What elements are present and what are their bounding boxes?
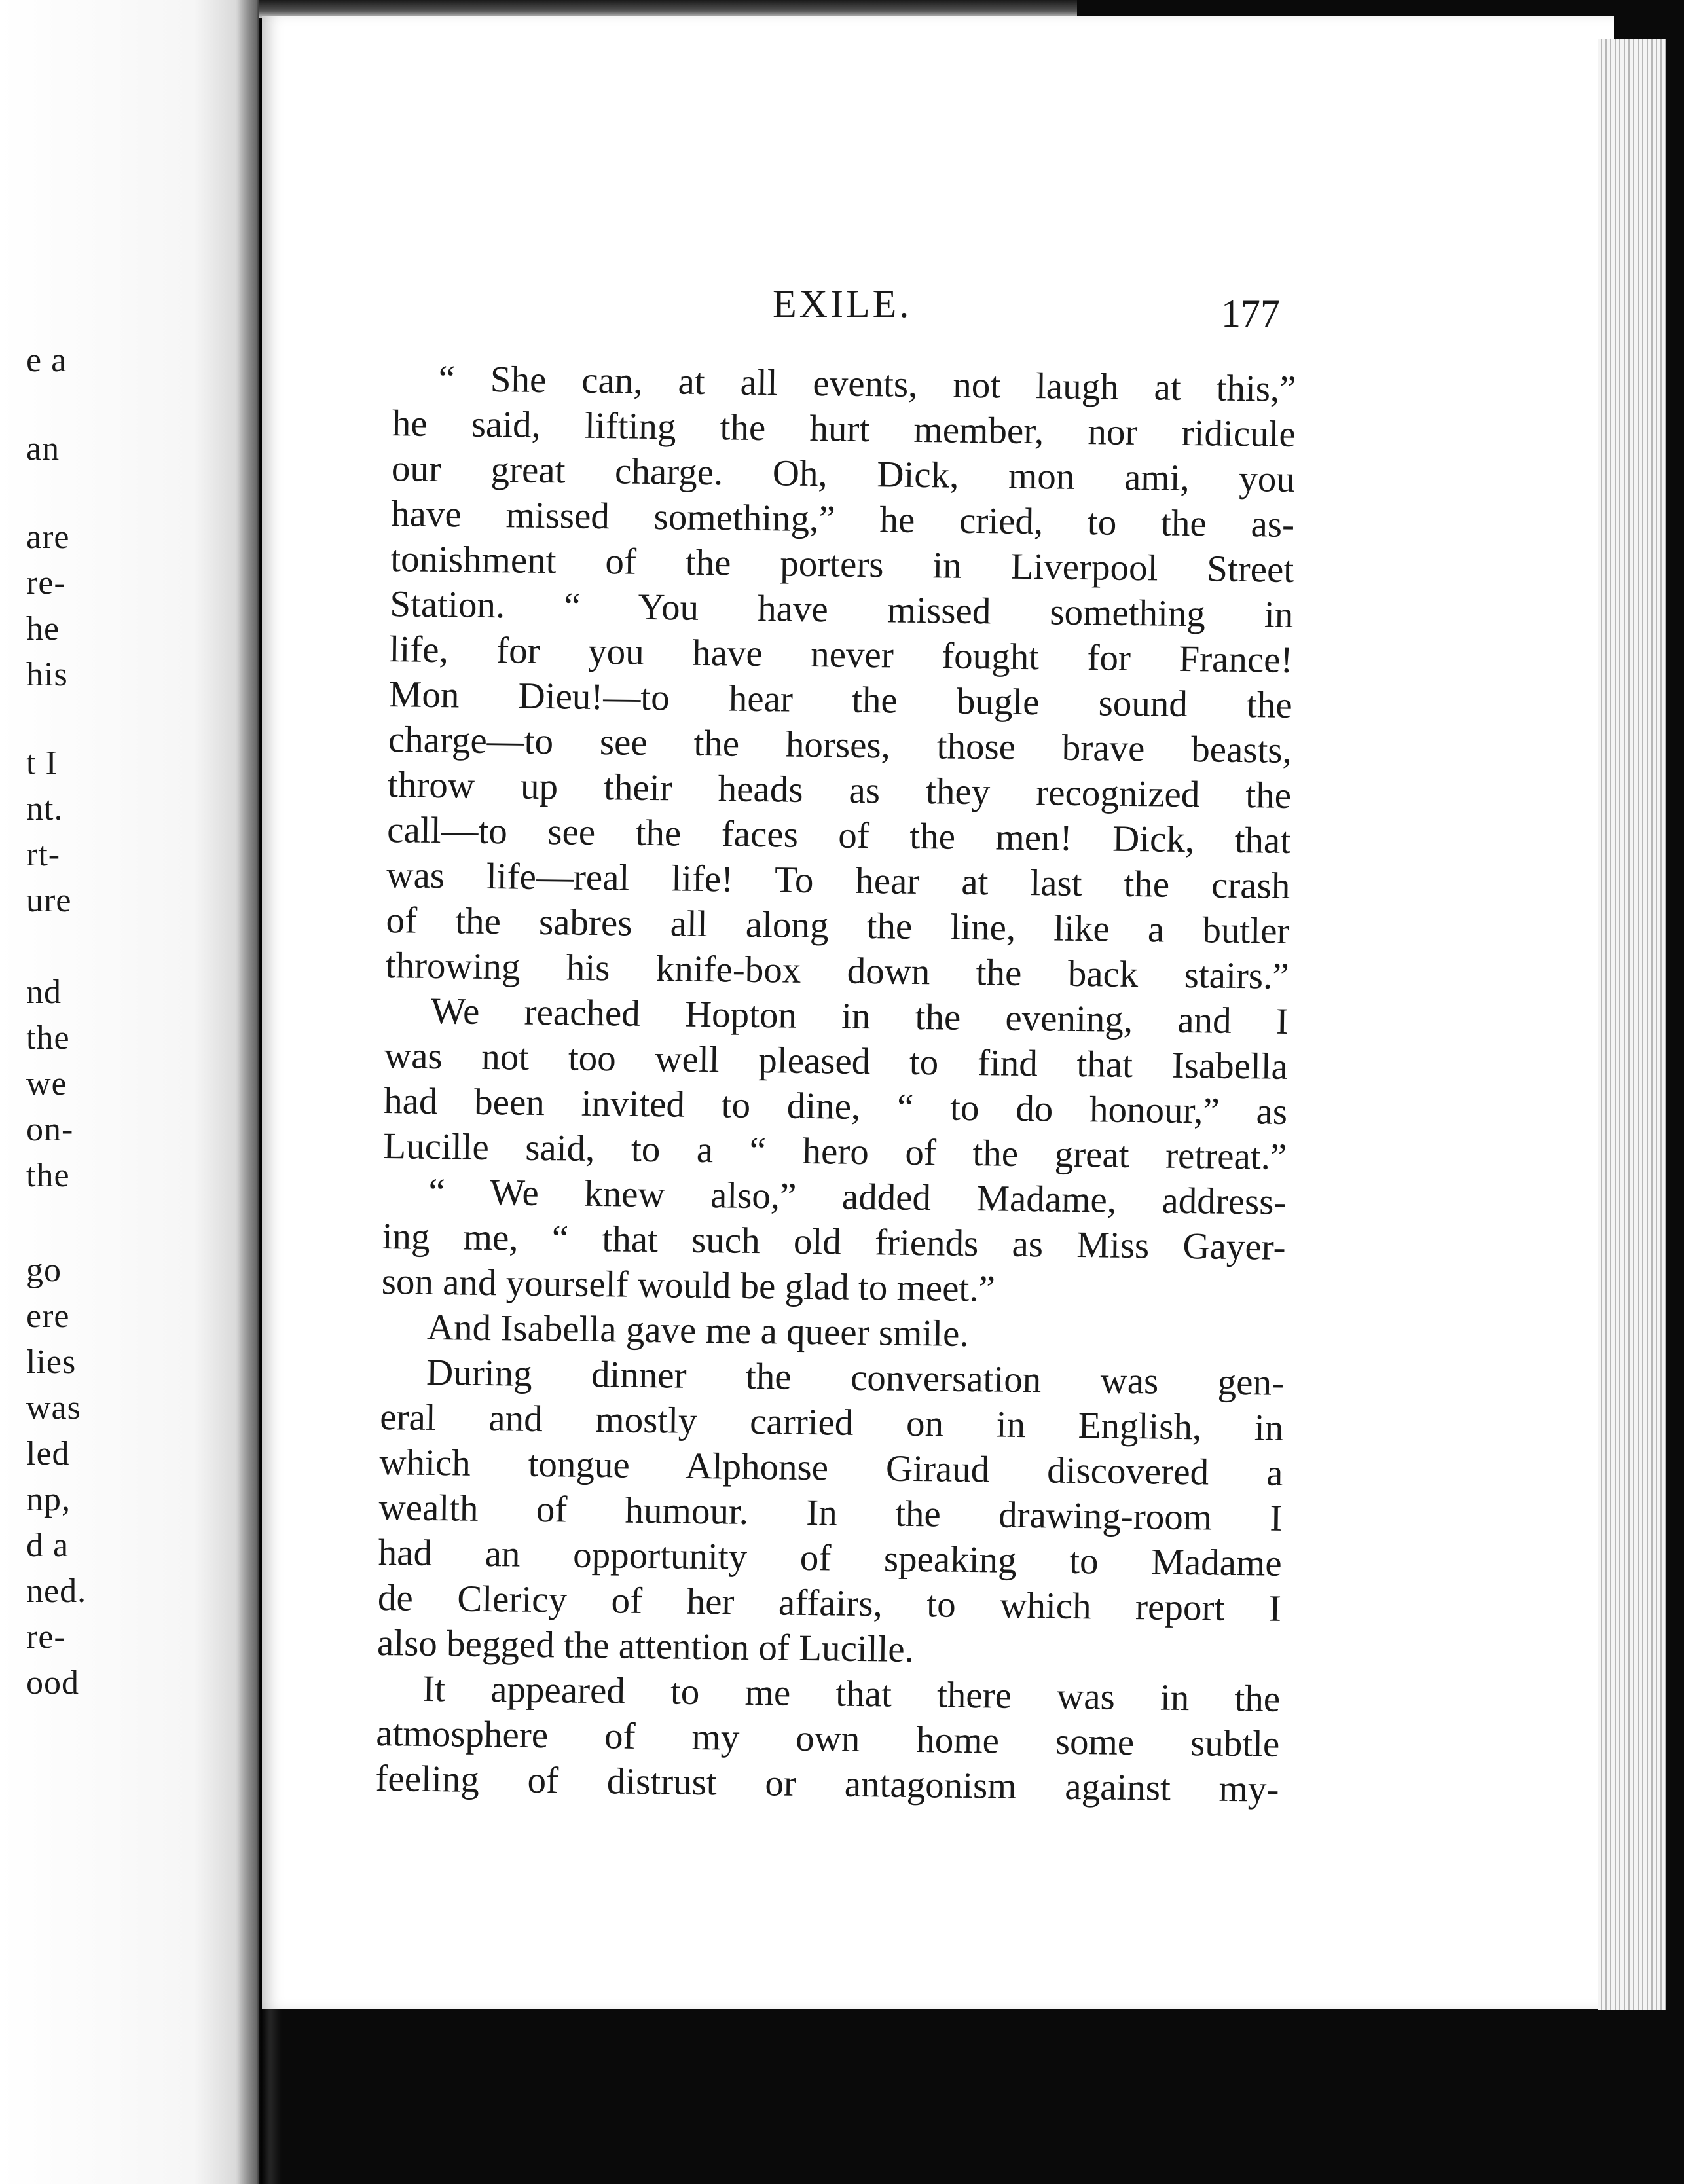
text-line-content: charge—to see the horses, those brave beasts, xyxy=(388,719,1292,771)
left-page-fragment: d a xyxy=(26,1527,69,1564)
text-line-content: he said, lifting the hurt member, nor ridicule xyxy=(392,403,1296,455)
text-line-content: was life—real life! To hear at last the crash xyxy=(386,854,1290,907)
text-line-content: “ She can, at all events, not laugh at this,” xyxy=(438,357,1296,410)
left-page-fragment: on- xyxy=(26,1111,74,1148)
text-line-content: feeling of distrust or antagonism against my- xyxy=(375,1757,1279,1810)
page-fore-edge xyxy=(1598,39,1666,2010)
left-page-fragment: the xyxy=(26,1019,70,1057)
text-line-content: life, for you have never fought for France! xyxy=(389,628,1293,681)
left-page-fragment: he xyxy=(26,610,60,647)
running-header: EXILE. xyxy=(773,282,912,325)
text-line-content: And Isabella gave me a queer smile. xyxy=(426,1306,970,1355)
left-page-fragment: nd xyxy=(26,974,62,1011)
body-text xyxy=(375,355,1296,1812)
left-page-fragment: re- xyxy=(26,564,66,602)
left-page-fragment: lies xyxy=(26,1343,77,1381)
left-page-fragment: was xyxy=(26,1389,81,1427)
left-page-fragment: an xyxy=(26,430,60,467)
text-line-content: was not too well pleased to find that Isabella xyxy=(384,1035,1289,1087)
text-line-content: eral and mostly carried on in English, in xyxy=(379,1396,1284,1449)
text-line-content: had an opportunity of speaking to Madame xyxy=(378,1532,1283,1584)
text-line-content: which tongue Alphonse Giraud discovered a xyxy=(379,1442,1283,1494)
left-page-fragment: ned. xyxy=(26,1573,87,1610)
left-page-fragment: ere xyxy=(26,1298,70,1335)
left-page-fragment: we xyxy=(26,1065,67,1102)
text-line-content: of the sabres all along the line, like a butler xyxy=(386,900,1290,952)
text-line-content: Mon Dieu!—to hear the bugle sound the xyxy=(388,674,1293,726)
left-page-fragment: the xyxy=(26,1157,70,1194)
text-line-content: tonishment of the porters in Liverpool Street xyxy=(390,538,1294,591)
text-line-content: Lucille said, to a “ hero of the great retreat.” xyxy=(382,1125,1287,1178)
text-line-content: “ We knew also,” added Madame, address- xyxy=(428,1171,1287,1223)
left-page-fragment: e a xyxy=(26,342,67,379)
text-line-content: During dinner the conversation was gen- xyxy=(426,1351,1285,1404)
text-line-content: throwing his knife-box down the back stairs.” xyxy=(385,945,1290,997)
text-line-content: son and yourself would be glad to meet.” xyxy=(381,1261,996,1310)
left-page-fragment: rt- xyxy=(26,836,61,873)
text-line-content: also begged the attention of Lucille. xyxy=(376,1622,915,1671)
text-line-content: had been invited to dine, “ to do honour,” as xyxy=(383,1080,1288,1133)
left-page-fragment: nt. xyxy=(26,790,64,828)
text-line-content: our great charge. Oh, Dick, mon ami, you xyxy=(391,448,1296,500)
left-page-fragment: go xyxy=(26,1252,62,1289)
left-page-fragment: his xyxy=(26,656,68,693)
left-page-fragment: t I xyxy=(26,744,58,782)
left-page xyxy=(0,0,259,2184)
left-page-fragment: re- xyxy=(26,1618,66,1656)
text-line-content: wealth of humour. In the drawing-room I xyxy=(378,1487,1283,1539)
left-page-fragment: np, xyxy=(26,1481,71,1518)
text-line-content: call—to see the faces of the men! Dick, that xyxy=(386,809,1291,862)
text-line-content: It appeared to me that there was in the xyxy=(422,1667,1281,1720)
text-line-content: have missed something,” he cried, to the as- xyxy=(390,493,1295,545)
left-page-fragment: ure xyxy=(26,882,72,919)
text-line-content: de Clericy of her affairs, to which report I xyxy=(377,1577,1282,1629)
left-page-fragment: ood xyxy=(26,1664,79,1702)
text-line-content: atmosphere of my own home some subtle xyxy=(376,1712,1280,1765)
left-page-fragment: led xyxy=(26,1435,70,1472)
text-line-content: Station. “ You have missed something in xyxy=(390,583,1294,636)
text-line-content: We reached Hopton in the evening, and I xyxy=(430,990,1289,1042)
text-line-content: ing me, “ that such old friends as Miss Gayer- xyxy=(382,1216,1286,1268)
text-line-content: throw up their heads as they recognized the xyxy=(387,764,1292,816)
left-page-fragment: are xyxy=(26,519,70,556)
page-number: 177 xyxy=(1221,292,1280,335)
